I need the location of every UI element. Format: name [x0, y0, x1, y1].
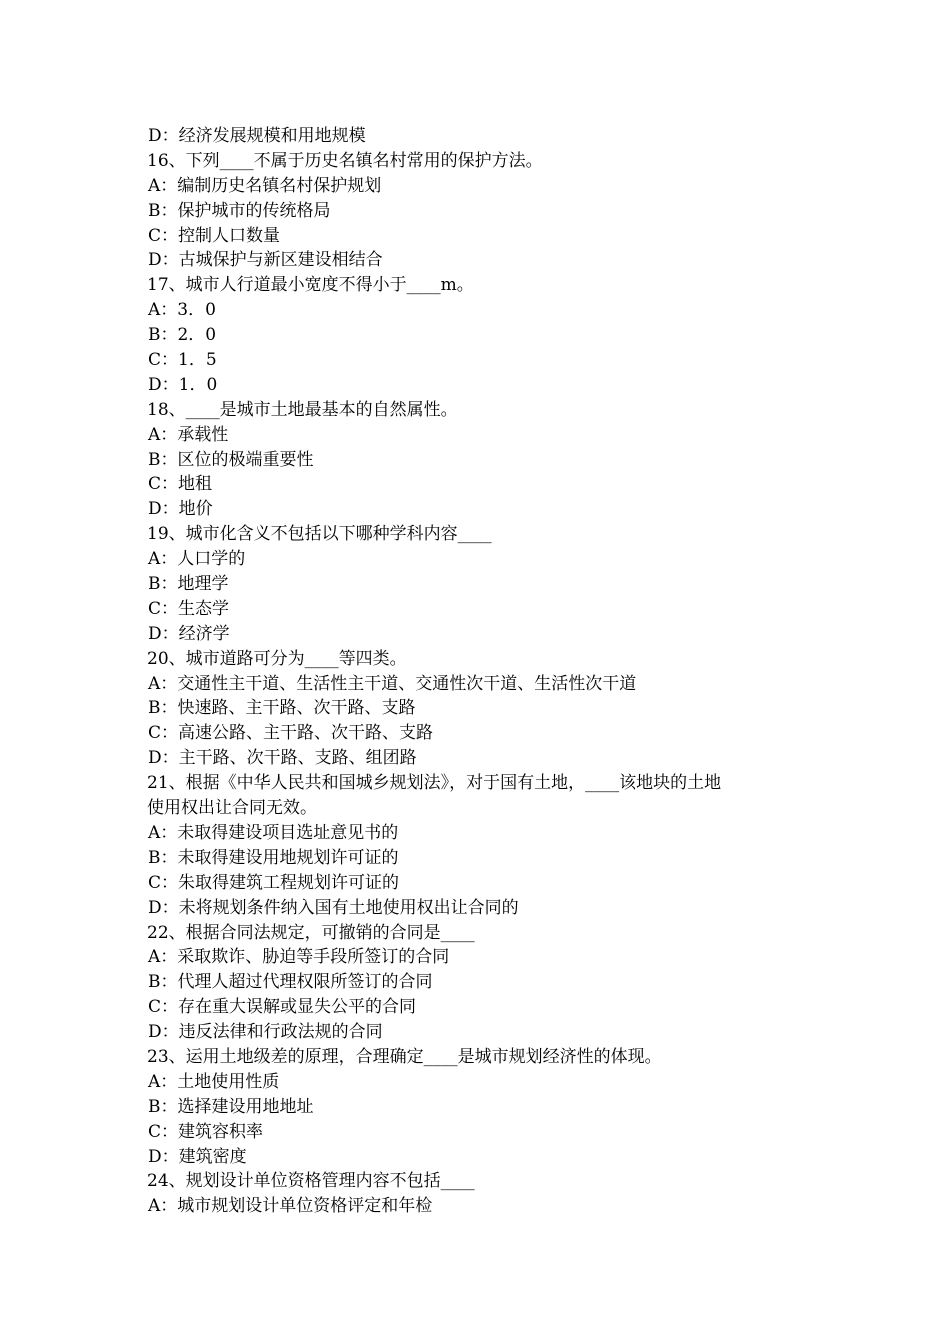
option-b: B：快速路、主干路、次干路、支路 — [148, 698, 416, 719]
option-b: B：地理学 — [148, 574, 229, 595]
option-a: A：3．0 — [148, 300, 216, 321]
question-19: 19、城市化含义不包括以下哪种学科内容____ — [147, 524, 492, 545]
option-c: C：朱取得建筑工程规划许可证的 — [148, 872, 400, 893]
option-c: C：地租 — [148, 474, 213, 495]
option-c: C：1．5 — [148, 350, 217, 371]
option-d: D：地价 — [148, 499, 213, 520]
option-b: B：代理人超过代理权限所签订的合同 — [148, 972, 433, 993]
question-24: 24、规划设计单位资格管理内容不包括____ — [147, 1171, 475, 1192]
option-d: D：经济学 — [148, 623, 230, 644]
option-d: D：建筑密度 — [148, 1146, 247, 1167]
option-a: A：承载性 — [148, 424, 229, 445]
option-b: B：未取得建设用地规划许可证的 — [148, 847, 399, 868]
option-c: C：高速公路、主干路、次干路、支路 — [148, 723, 434, 744]
question-20: 20、城市道路可分为____等四类。 — [147, 648, 407, 669]
option-d: D：经济发展规模和用地规模 — [148, 126, 366, 146]
option-d: D：主干路、次干路、支路、组团路 — [148, 748, 417, 769]
document-body — [147, 124, 817, 1219]
option-b: B：选择建设用地地址 — [148, 1096, 314, 1117]
option-c: C：建筑容积率 — [148, 1121, 264, 1142]
question-23: 23、运用土地级差的原理，合理确定____是城市规划经济性的体现。 — [147, 1046, 662, 1067]
option-c: C：存在重大误解或显失公平的合同 — [148, 997, 417, 1018]
option-d: D：1．0 — [148, 374, 218, 395]
option-d: D：未将规划条件纳入国有土地使用权出让合同的 — [148, 897, 519, 918]
question-18: 18、____是城市土地最基本的自然属性。 — [147, 399, 458, 420]
option-a: A：采取欺诈、胁迫等手段所签订的合同 — [148, 947, 450, 968]
option-a: A：编制历史名镇名村保护规划 — [148, 175, 382, 196]
option-b: B：区位的极端重要性 — [148, 449, 314, 470]
question-21: 21、根据《中华人民共和国城乡规划法》，对于国有土地，____该地块的土地 — [147, 773, 722, 794]
option-a: A：未取得建设项目选址意见书的 — [148, 822, 399, 843]
option-b: B：保护城市的传统格局 — [148, 200, 331, 221]
option-d: D：违反法律和行政法规的合同 — [148, 1022, 383, 1043]
question-21-continued: 使用权出让合同无效。 — [147, 798, 317, 819]
option-a: A：城市规划设计单位资格评定和年检 — [148, 1196, 433, 1217]
option-a: A：交通性主干道、生活性主干道、交通性次干道、生活性次干道 — [148, 673, 637, 694]
option-c: C：控制人口数量 — [148, 225, 281, 246]
option-c: C：生态学 — [148, 598, 230, 619]
option-b: B：2．0 — [148, 325, 217, 346]
question-16: 16、下列____不属于历史名镇名村常用的保护方法。 — [147, 150, 543, 171]
option-d: D：古城保护与新区建设相结合 — [148, 250, 383, 271]
question-22: 22、根据合同法规定，可撤销的合同是____ — [147, 922, 475, 943]
question-17: 17、城市人行道最小宽度不得小于____m。 — [147, 275, 474, 296]
option-a: A：土地使用性质 — [148, 1071, 280, 1092]
option-a: A：人口学的 — [148, 549, 246, 570]
